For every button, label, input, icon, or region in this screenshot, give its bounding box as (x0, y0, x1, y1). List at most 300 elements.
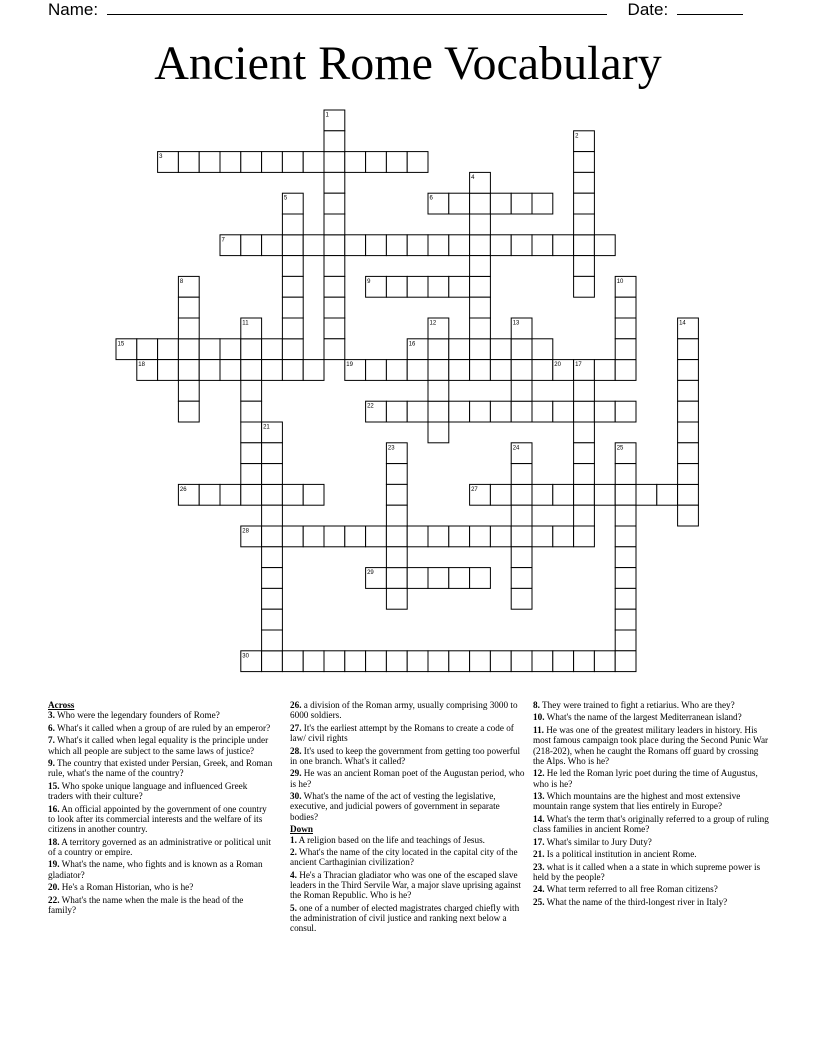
grid-cell[interactable] (324, 297, 345, 318)
grid-cell[interactable] (324, 193, 345, 214)
grid-cell[interactable] (324, 152, 345, 173)
grid-cell[interactable] (511, 484, 532, 505)
grid-cell[interactable] (241, 235, 262, 256)
grid-cell[interactable] (241, 443, 262, 464)
clue-item (290, 791, 526, 822)
clue-text: He's a Roman Historian, who is he? (59, 882, 194, 893)
grid-cell[interactable] (345, 235, 366, 256)
grid-cell[interactable] (574, 193, 595, 214)
grid-cell[interactable] (324, 256, 345, 277)
grid-cell[interactable] (511, 651, 532, 672)
clue-text: what is it called when a a state in which supreme power is held by the people? (533, 861, 761, 882)
cell-number: 24 (512, 445, 520, 452)
grid-cell[interactable] (199, 360, 220, 381)
clue-text: An official appointed by the government of one country to look after its commercial interests and the welfare of its citizens in another country. (48, 803, 267, 835)
grid-cell[interactable] (158, 360, 179, 381)
cell-number: 13 (512, 320, 520, 327)
grid-cell[interactable] (511, 193, 532, 214)
grid-cell[interactable] (511, 401, 532, 422)
grid-cell[interactable] (262, 360, 283, 381)
grid-cell[interactable] (615, 547, 636, 568)
grid-cell[interactable] (574, 380, 595, 401)
clue-number: 18. (48, 836, 60, 847)
grid-cell[interactable] (574, 484, 595, 505)
clue-number: 7. (48, 735, 55, 746)
grid-cell[interactable] (574, 214, 595, 235)
clue-item (290, 870, 526, 901)
grid-cell[interactable] (199, 339, 220, 360)
grid-cell[interactable] (137, 339, 158, 360)
grid-cell[interactable] (386, 484, 407, 505)
clue-item (290, 723, 526, 744)
grid-cell[interactable] (407, 651, 428, 672)
grid-cell[interactable] (262, 609, 283, 630)
grid-cell[interactable] (386, 401, 407, 422)
grid-cell[interactable] (574, 505, 595, 526)
grid-cell[interactable] (490, 235, 511, 256)
clue-item (48, 710, 273, 720)
grid-cell[interactable] (470, 339, 491, 360)
grid-cell[interactable] (615, 297, 636, 318)
grid-cell[interactable] (220, 152, 241, 173)
clue-text: He was an ancient Roman poet of the Augustan period, who is he? (290, 768, 525, 789)
grid-cell[interactable] (428, 339, 449, 360)
grid-cell[interactable] (262, 568, 283, 589)
clue-item (48, 882, 273, 892)
grid-cell[interactable] (574, 235, 595, 256)
grid-cell[interactable] (678, 401, 699, 422)
grid-cell[interactable] (449, 401, 470, 422)
clue-number: 24. (533, 884, 545, 895)
grid-cell[interactable] (386, 360, 407, 381)
grid-cell[interactable] (324, 131, 345, 152)
grid-cell[interactable] (324, 276, 345, 297)
grid-cell[interactable] (386, 526, 407, 547)
clue-item (533, 862, 769, 883)
grid-cell[interactable] (324, 235, 345, 256)
grid-cell[interactable] (324, 651, 345, 672)
grid-cell[interactable] (262, 339, 283, 360)
clue-text: A territory governed as an administrative or political unit of a country or empire. (48, 836, 271, 857)
grid-cell[interactable] (407, 235, 428, 256)
grid-cell[interactable] (366, 152, 387, 173)
grid-cell[interactable] (428, 401, 449, 422)
grid-cell[interactable] (386, 235, 407, 256)
clue-text: What's the term that's originally referred to a group of ruling class families in ancient Rome? (533, 813, 769, 835)
clue-item (533, 712, 769, 722)
grid-cell[interactable] (262, 651, 283, 672)
grid-cell[interactable] (490, 360, 511, 381)
grid-cell[interactable] (553, 651, 574, 672)
cell-number: 21 (263, 424, 270, 431)
grid-cell[interactable] (490, 484, 511, 505)
grid-cell[interactable] (678, 360, 699, 381)
grid-cell[interactable] (386, 547, 407, 568)
grid-cell[interactable] (345, 651, 366, 672)
grid-cell[interactable] (553, 235, 574, 256)
date-label: Date: (627, 0, 669, 19)
grid-cell[interactable] (262, 630, 283, 651)
clue-item (533, 725, 769, 766)
grid-cell[interactable] (241, 380, 262, 401)
clue-item (48, 723, 273, 733)
grid-cell[interactable] (511, 360, 532, 381)
grid-cell[interactable] (470, 568, 491, 589)
cell-number: 26 (179, 486, 187, 493)
clue-item (533, 768, 769, 789)
clue-number: 21. (533, 849, 545, 860)
grid-cell[interactable] (241, 422, 262, 443)
grid-cell[interactable] (282, 484, 303, 505)
grid-cell[interactable] (428, 526, 449, 547)
clue-number: 10. (533, 712, 545, 723)
cell-number: 17 (575, 362, 582, 369)
grid-cell[interactable] (678, 380, 699, 401)
grid-cell[interactable] (345, 526, 366, 547)
grid-cell[interactable] (615, 484, 636, 505)
grid-cell[interactable] (574, 443, 595, 464)
clue-number: 16. (48, 803, 60, 814)
grid-cell[interactable] (532, 339, 553, 360)
cell-number: 16 (408, 341, 416, 348)
cell-number: 14 (679, 320, 686, 327)
grid-cell[interactable] (262, 464, 283, 485)
clue-text: It's used to keep the government from getting too powerful in one branch. What's it called? (290, 745, 521, 766)
clue-text: What's the name when the male is the head of the family? (48, 894, 244, 916)
grid-cell[interactable] (532, 235, 553, 256)
cell-number: 27 (471, 486, 478, 493)
grid-cell[interactable] (615, 339, 636, 360)
grid-cell[interactable] (407, 360, 428, 381)
grid-cell[interactable] (220, 360, 241, 381)
grid-cell[interactable] (262, 235, 283, 256)
grid-cell[interactable] (470, 276, 491, 297)
grid-cell[interactable] (615, 526, 636, 547)
grid-cell[interactable] (532, 526, 553, 547)
grid-cell[interactable] (490, 526, 511, 547)
grid-cell[interactable] (615, 464, 636, 485)
grid-cell[interactable] (158, 339, 179, 360)
grid-cell[interactable] (324, 339, 345, 360)
grid-cell[interactable] (366, 235, 387, 256)
grid-cell[interactable] (407, 152, 428, 173)
grid-cell[interactable] (386, 588, 407, 609)
clue-text: What's it called when legal equality is the principle under which all people are subject to the same laws of justice? (48, 735, 269, 756)
cell-number: 5 (283, 195, 288, 202)
grid-cell[interactable] (282, 214, 303, 235)
grid-cell[interactable] (657, 484, 678, 505)
grid-cell[interactable] (532, 193, 553, 214)
grid-cell[interactable] (678, 464, 699, 485)
grid-cell[interactable] (470, 193, 491, 214)
grid-cell[interactable] (303, 235, 324, 256)
clue-text: Which mountains are the highest and most extensive mountain range system that lies entirely in Europe? (533, 791, 741, 812)
grid-cell[interactable] (615, 588, 636, 609)
grid-cell[interactable] (178, 297, 199, 318)
grid-cell[interactable] (324, 214, 345, 235)
grid-cell[interactable] (678, 339, 699, 360)
grid-cell[interactable] (511, 235, 532, 256)
clue-number: 14. (533, 813, 545, 824)
clue-text: What term referred to all free Roman citizens? (544, 884, 718, 895)
grid-cell[interactable] (574, 422, 595, 443)
clue-item (48, 804, 273, 835)
clue-text: The country that existed under Persian, Greek, and Roman rule, what's the name of the country? (48, 758, 273, 779)
cell-number: 3 (159, 154, 163, 161)
cell-number: 11 (242, 320, 249, 327)
grid-cell[interactable] (428, 235, 449, 256)
cell-number: 6 (429, 195, 433, 202)
grid-cell[interactable] (490, 651, 511, 672)
grid-cell[interactable] (178, 401, 199, 422)
grid-cell[interactable] (532, 484, 553, 505)
grid-cell[interactable] (428, 360, 449, 381)
grid-cell[interactable] (532, 401, 553, 422)
grid-cell[interactable] (303, 360, 324, 381)
grid-cell[interactable] (574, 152, 595, 173)
grid-cell[interactable] (386, 651, 407, 672)
grid-cell[interactable] (470, 360, 491, 381)
across-clue-list-cont (290, 700, 526, 822)
grid-cell[interactable] (594, 484, 615, 505)
grid-cell[interactable] (553, 526, 574, 547)
grid-cell[interactable] (178, 380, 199, 401)
grid-cell[interactable] (490, 401, 511, 422)
grid-cell[interactable] (428, 276, 449, 297)
grid-cell[interactable] (678, 443, 699, 464)
clue-item (290, 835, 526, 845)
grid-cell[interactable] (241, 401, 262, 422)
grid-cell[interactable] (199, 152, 220, 173)
clues-column-1 (48, 700, 273, 918)
grid-cell[interactable] (262, 484, 283, 505)
grid-cell[interactable] (282, 339, 303, 360)
grid-cell[interactable] (532, 360, 553, 381)
grid-cell[interactable] (449, 651, 470, 672)
grid-cell[interactable] (303, 651, 324, 672)
grid-cell[interactable] (449, 193, 470, 214)
grid-cell[interactable] (386, 152, 407, 173)
grid-cell[interactable] (428, 380, 449, 401)
grid-cell[interactable] (470, 297, 491, 318)
grid-cell[interactable] (282, 276, 303, 297)
clue-text: What's the name of the act of vesting the legislative, executive, and judicial powers of government in separate bodies? (290, 791, 500, 822)
grid-cell[interactable] (178, 152, 199, 173)
grid-cell[interactable] (574, 651, 595, 672)
grid-cell[interactable] (678, 505, 699, 526)
grid-cell[interactable] (532, 651, 553, 672)
grid-cell[interactable] (241, 339, 262, 360)
grid-cell[interactable] (553, 484, 574, 505)
grid-cell[interactable] (303, 484, 324, 505)
clue-item (48, 837, 273, 858)
grid-cell[interactable] (511, 568, 532, 589)
grid-cell[interactable] (262, 588, 283, 609)
grid-cell[interactable] (594, 651, 615, 672)
grid-cell[interactable] (678, 422, 699, 443)
grid-cell[interactable] (470, 526, 491, 547)
grid-cell[interactable] (282, 360, 303, 381)
grid-cell[interactable] (262, 547, 283, 568)
grid-cell[interactable] (178, 339, 199, 360)
grid-cell[interactable] (262, 152, 283, 173)
grid-cell[interactable] (324, 318, 345, 339)
clue-item (533, 700, 769, 710)
clue-number: 2. (290, 846, 297, 857)
grid-cell[interactable] (178, 360, 199, 381)
grid-cell[interactable] (407, 276, 428, 297)
clue-text: Who spoke unique language and influenced Greek traders with their culture? (48, 780, 248, 802)
grid-cell[interactable] (386, 464, 407, 485)
grid-cell[interactable] (449, 235, 470, 256)
grid-cell[interactable] (282, 318, 303, 339)
grid-cell[interactable] (574, 256, 595, 277)
clue-item (48, 781, 273, 802)
grid-cell[interactable] (386, 505, 407, 526)
grid-cell[interactable] (345, 152, 366, 173)
grid-cell[interactable] (574, 401, 595, 422)
clue-text: Is a political institution in ancient Rome. (544, 849, 697, 860)
grid-cell[interactable] (470, 214, 491, 235)
clue-number: 25. (533, 896, 545, 907)
grid-cell[interactable] (511, 464, 532, 485)
grid-cell[interactable] (262, 526, 283, 547)
grid-cell[interactable] (324, 526, 345, 547)
page-title: Ancient Rome Vocabulary (154, 37, 662, 90)
clue-number: 26. (290, 700, 302, 710)
clue-text: He was one of the greatest military leaders in history. His most famous campaign took place during the Second Punic War (218-202), when he caught the Romans off guard by crossing the Alps. Who is he? (533, 724, 769, 766)
grid-cell[interactable] (428, 422, 449, 443)
cell-number: 15 (117, 341, 125, 348)
grid-cell[interactable] (615, 609, 636, 630)
grid-cell[interactable] (511, 526, 532, 547)
grid-cell[interactable] (324, 172, 345, 193)
grid-cell[interactable] (594, 235, 615, 256)
clue-number: 23. (533, 861, 545, 872)
grid-cell[interactable] (511, 588, 532, 609)
grid-cell[interactable] (282, 651, 303, 672)
grid-cell[interactable] (428, 651, 449, 672)
grid-cell[interactable] (615, 360, 636, 381)
grid-cell[interactable] (615, 505, 636, 526)
grid-cell[interactable] (407, 568, 428, 589)
grid-cell[interactable] (490, 193, 511, 214)
grid-cell[interactable] (574, 276, 595, 297)
clue-text: A religion based on the life and teachings of Jesus. (296, 834, 485, 845)
grid-cell[interactable] (449, 276, 470, 297)
cell-number: 23 (387, 445, 395, 452)
grid-cell[interactable] (490, 339, 511, 360)
clue-number: 22. (48, 894, 60, 905)
cell-number: 19 (346, 362, 353, 369)
cell-number: 25 (616, 445, 624, 452)
grid-cell[interactable] (594, 360, 615, 381)
clue-text: What's similar to Jury Duty? (544, 836, 652, 847)
grid-cell[interactable] (615, 651, 636, 672)
grid-cell[interactable] (449, 568, 470, 589)
grid-cell[interactable] (428, 568, 449, 589)
clue-item (533, 791, 769, 812)
grid-cell[interactable] (636, 484, 657, 505)
clue-text: one of a number of elected magistrates charged chiefly with the administration of civil justice and ranking next below a consul. (290, 902, 520, 934)
grid-cell[interactable] (470, 318, 491, 339)
grid-cell[interactable] (303, 152, 324, 173)
grid-cell[interactable] (282, 256, 303, 277)
grid-cell[interactable] (366, 360, 387, 381)
grid-cell[interactable] (366, 526, 387, 547)
grid-cell[interactable] (407, 526, 428, 547)
clue-number: 4. (290, 869, 297, 880)
cell-number: 22 (367, 403, 374, 410)
grid-cell[interactable] (220, 484, 241, 505)
grid-cell[interactable] (282, 235, 303, 256)
clue-item (48, 859, 273, 880)
grid-cell[interactable] (262, 443, 283, 464)
grid-cell[interactable] (241, 484, 262, 505)
grid-cell[interactable] (574, 526, 595, 547)
grid-cell[interactable] (386, 276, 407, 297)
grid-cell[interactable] (615, 630, 636, 651)
grid-cell[interactable] (511, 339, 532, 360)
grid-cell[interactable] (574, 464, 595, 485)
grid-cell[interactable] (386, 568, 407, 589)
grid-cell[interactable] (282, 526, 303, 547)
grid-cell[interactable] (470, 651, 491, 672)
grid-cell[interactable] (262, 505, 283, 526)
grid-cell[interactable] (303, 526, 324, 547)
grid-cell[interactable] (282, 152, 303, 173)
grid-cell[interactable] (553, 401, 574, 422)
grid-cell[interactable] (511, 380, 532, 401)
grid-cell[interactable] (470, 235, 491, 256)
clue-number: 9. (48, 758, 55, 769)
cell-number: 10 (616, 278, 624, 285)
grid-cell[interactable] (574, 172, 595, 193)
grid-cell[interactable] (511, 505, 532, 526)
grid-cell[interactable] (199, 484, 220, 505)
grid-cell[interactable] (366, 651, 387, 672)
grid-cell[interactable] (470, 401, 491, 422)
clue-text: He led the Roman lyric poet during the time of Augustus, who is he? (533, 768, 758, 789)
clue-item (48, 895, 273, 916)
clue-item (290, 847, 526, 868)
grid-cell[interactable] (241, 360, 262, 381)
grid-cell[interactable] (449, 360, 470, 381)
grid-cell[interactable] (470, 256, 491, 277)
grid-cell[interactable] (282, 297, 303, 318)
clue-number: 13. (533, 791, 545, 802)
grid-cell[interactable] (511, 547, 532, 568)
grid-cell[interactable] (220, 339, 241, 360)
clue-number: 15. (48, 780, 60, 791)
grid-cell[interactable] (241, 464, 262, 485)
clue-number: 12. (533, 768, 545, 779)
grid-cell[interactable] (615, 568, 636, 589)
cell-number: 7 (221, 237, 225, 244)
down-clue-list-cont (533, 700, 769, 907)
grid-cell[interactable] (678, 484, 699, 505)
grid-cell[interactable] (594, 401, 615, 422)
grid-cell[interactable] (241, 152, 262, 173)
clue-number: 3. (48, 710, 55, 721)
grid-cell[interactable] (615, 401, 636, 422)
grid-cell[interactable] (615, 318, 636, 339)
grid-cell[interactable] (178, 318, 199, 339)
clue-text: a division of the Roman army, usually comprising 3000 to 6000 soldiers. (290, 700, 518, 721)
grid-cell[interactable] (407, 401, 428, 422)
grid-cell[interactable] (449, 526, 470, 547)
grid-cell[interactable] (449, 339, 470, 360)
